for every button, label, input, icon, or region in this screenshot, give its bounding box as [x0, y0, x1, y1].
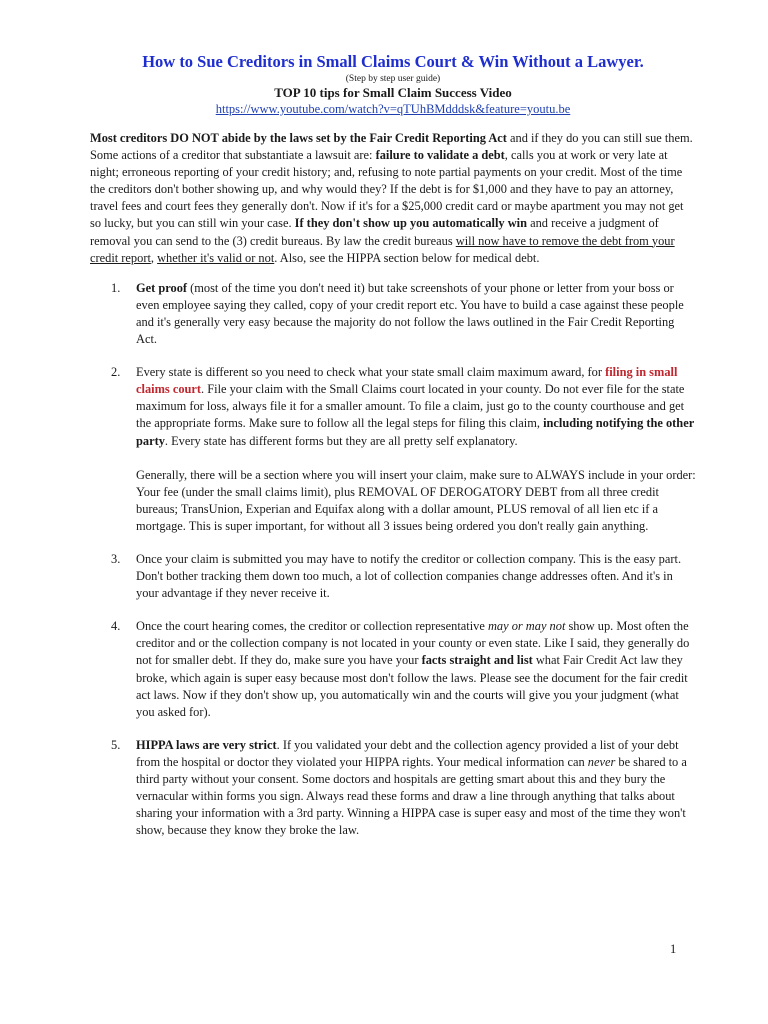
tips-heading: TOP 10 tips for Small Claim Success Video [274, 85, 512, 100]
intro-text-2: , calls you at work or very late at night; erroneous reporting of your credit history; and, refusing to note partial payments on your credit. Most of the time the creditors don't bother showing up, and why would they? If the debt is for $1,000 and they have to pay an attorney, travel fees and court fees they generally don't. Now if it's for a $25,000 credit card or maybe apartment you may not get so lucky, but you can still win your case. [90, 148, 684, 231]
document-title: How to Sue Creditors in Small Claims Court & Win Without a Lawyer. [142, 52, 644, 71]
list-item [90, 618, 696, 721]
item-2-highlight: filing in small claims court [136, 365, 678, 397]
item-5-italic: never [587, 754, 616, 769]
list-item-number: 3. [111, 551, 121, 566]
item-4-text-1: Once the court hearing comes, the creditor or collection representative [136, 619, 488, 634]
list-item [90, 364, 696, 535]
item-5-text-1: . If you validated your debt and the collection agency provided a list of your debt from the hospital or doctor they violated your HIPPA rights. Your medical information can [136, 737, 679, 769]
intro-text-3: and receive a judgment of removal you can send to the (3) credit bureaus. By law the credit bureaus [90, 216, 659, 248]
list-item-number: 4. [111, 619, 121, 634]
intro-text-5: . Also, see the HIPPA section below for medical debt. [274, 250, 540, 265]
intro-bold-3: If they don't show up you automatically win [294, 216, 528, 231]
item-1-bold: Get proof [136, 280, 188, 295]
intro-bold-1: Most creditors DO NOT abide by the laws set by the Fair Credit Reporting Act [90, 131, 507, 145]
item-4-text-3: what Fair Credit Act law they broke, which again is super easy because most don't follow the laws. Please see the document for the fair credit act laws. Now if they don't show up, you automatically win and the courts will give you your judgment (what you asked for). [136, 653, 688, 719]
intro-paragraph [90, 130, 696, 267]
item-2-bold: including notifying the other party [136, 416, 694, 448]
item-1-text: (most of the time you don't need it) but take screenshots of your phone or letter from your boss or even employee saying they called, copy of your credit report etc. You have to build a case against these people and it's generally very easy because the majority do not follow the laws outlined in the Fair Credit Reporting Act. [136, 280, 684, 347]
list-item-number: 1. [111, 280, 121, 295]
item-2-text-2: . File your claim with the Small Claims court located in your county. Do not ever file for the state maximum for loss, always file it for a smaller amount. To file a claim, just go to the county courthouse and get the appropriate forms. Make sure to follow all the legal steps for filing this claim, [136, 382, 685, 431]
intro-underline-2: whether it's valid or not [157, 250, 275, 265]
item-2-text-1: Every state is different so you need to check what your state small claim maximum award, for [136, 365, 606, 380]
list-item [90, 551, 696, 602]
intro-text-1: and if they do you can still sue them. Some actions of a creditor that substantiate a lawsuit are: [90, 131, 693, 163]
list-item-number: 2. [111, 365, 121, 380]
video-link[interactable]: https://www.youtube.com/watch?v=qTUhBMdddsk&feature=youtu.be [215, 102, 571, 116]
intro-text-4: , [150, 250, 158, 265]
intro-underline-1: will now have to remove the debt from your credit report [90, 233, 675, 265]
item-4-italic: may or may not [487, 619, 566, 634]
list-item [90, 280, 696, 348]
intro-bold-2: failure to validate a debt [375, 148, 505, 163]
item-3-text: Once your claim is submitted you may have to notify the creditor or collection company. This is the easy part. Don't bother tracking them down too much, a lot of collection companies change addresses often. And it's in your advantage if they never receive it. [136, 551, 682, 601]
item-2-paragraph-2: Generally, there will be a section where you will insert your claim, make sure to ALWAYS include in your order: Your fee (under the small claims limit), plus REMOVAL OF DEROGATORY DEBT from all three credit bureaus; TransUnion, Experian and Equifax along with a dollar amount, PLUS removal of all lien etc if a mortgage. This is super important, for without all 3 issues being ordered you don't really gain anything. [136, 467, 696, 533]
list-item [90, 737, 696, 840]
page-number: 1 [670, 942, 677, 956]
item-5-bold: HIPPA laws are very strict [136, 737, 277, 752]
item-4-text-2: show up. Most often the creditor and or the collection company is not located in your county or even state. Like I said, they generally do not for smaller debt. If they do, make sure you have your [136, 619, 690, 668]
item-2-text-3: . Every state has different forms but they are all pretty self explanatory. [164, 433, 518, 448]
item-4-bold: facts straight and list [421, 653, 533, 668]
item-5-text-2: be shared to a third party without your consent. Some doctors and hospitals are getting smart about this and they bury the vernacular within forms you sign. Always read these forms and draw a line through anything that talks about sharing your information with a 3rd party. Winning a HIPPA case is super easy and most of the time they won't show, because they know they broke the law. [136, 754, 687, 838]
tips-list [90, 280, 696, 840]
document-subtitle: (Step by step user guide) [345, 74, 441, 84]
list-item-number: 5. [111, 737, 121, 752]
